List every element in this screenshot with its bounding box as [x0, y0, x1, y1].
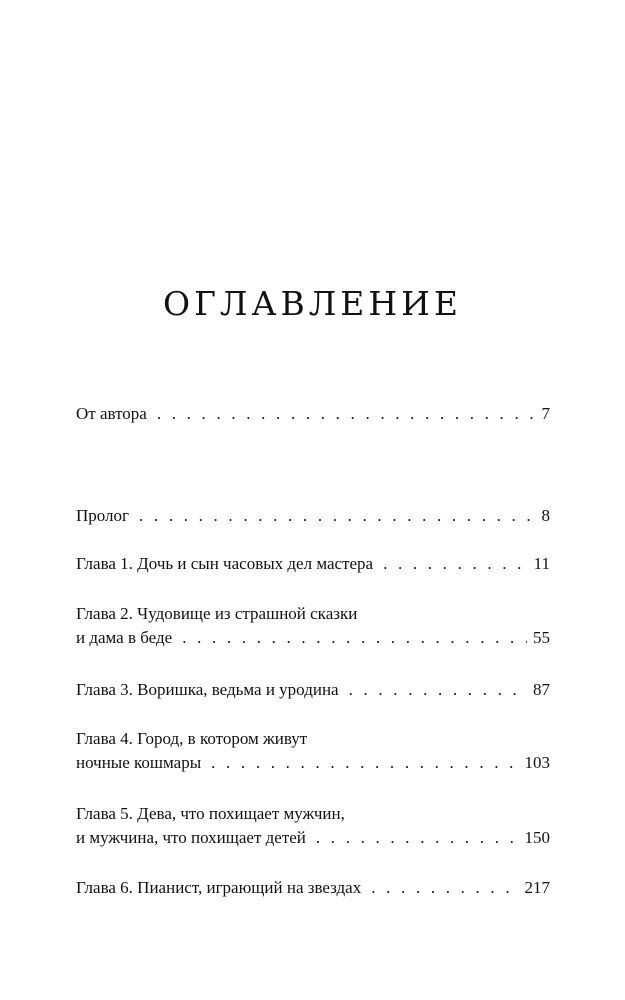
dot-leader: [383, 552, 528, 576]
toc-entry-title: Глава 3. Воришка, ведьма и уродина: [76, 680, 339, 699]
dot-leader: [182, 626, 527, 650]
toc-entry-chapter-6[interactable]: [76, 876, 550, 900]
toc-entry-title: Пролог: [76, 506, 130, 525]
toc-entry-title: Глава 6. Пианист, играющий на звездах: [76, 878, 362, 897]
toc-entry-line-second: [76, 626, 550, 650]
toc-entry-chapter-3[interactable]: [76, 678, 550, 702]
toc-page-number: 11: [533, 554, 550, 573]
toc-entry-line-second: [76, 751, 550, 775]
dot-leader: [139, 504, 535, 528]
toc-entry-title: Глава 1. Дочь и сын часовых дел мастера: [76, 554, 374, 573]
toc-page-number: 217: [524, 878, 550, 897]
toc-entry-line: [76, 876, 550, 900]
toc-entry-line-first: [76, 802, 550, 826]
dot-leader: [316, 826, 519, 850]
toc-entry-title-continued: и дама в беде: [76, 628, 173, 647]
toc-page-number: 55: [533, 628, 550, 647]
toc-page-number: 7: [541, 404, 550, 423]
toc-entry-title: Глава 5. Дева, что похищает мужчин,: [76, 804, 345, 823]
page-title: ОГЛАВЛЕНИЕ: [163, 284, 462, 323]
toc-entry-line: [76, 552, 550, 576]
toc-page-number: 87: [533, 680, 550, 699]
toc-entry-line: [76, 402, 550, 426]
toc-entry-title: Глава 4. Город, в котором живут: [76, 729, 308, 748]
toc-entry-chapter-2[interactable]: [76, 602, 550, 650]
toc-entry-title-continued: и мужчина, что похищает детей: [76, 828, 306, 847]
toc-entry-chapter-4[interactable]: [76, 727, 550, 775]
toc-page-number: 150: [524, 828, 550, 847]
toc-entry-line-second: [76, 826, 550, 850]
dot-leader: [371, 876, 518, 900]
toc-entry-prologue[interactable]: [76, 504, 550, 528]
dot-leader: [349, 678, 527, 702]
toc-entry-chapter-1[interactable]: [76, 552, 550, 576]
toc-entry-author-note[interactable]: [76, 402, 550, 426]
toc-entry-chapter-5[interactable]: [76, 802, 550, 850]
toc-page-number: 103: [524, 753, 550, 772]
toc-entry-title-continued: ночные кошмары: [76, 753, 202, 772]
toc-entry-line-first: [76, 602, 550, 626]
toc-page-number: 8: [541, 506, 550, 525]
toc-entry-line: [76, 504, 550, 528]
toc-entry-title: Глава 2. Чудовище из страшной сказки: [76, 604, 358, 623]
toc-entry-line: [76, 678, 550, 702]
toc-entry-line-first: [76, 727, 550, 751]
toc-entry-title: От автора: [76, 404, 147, 423]
dot-leader: [211, 751, 518, 775]
dot-leader: [157, 402, 536, 426]
